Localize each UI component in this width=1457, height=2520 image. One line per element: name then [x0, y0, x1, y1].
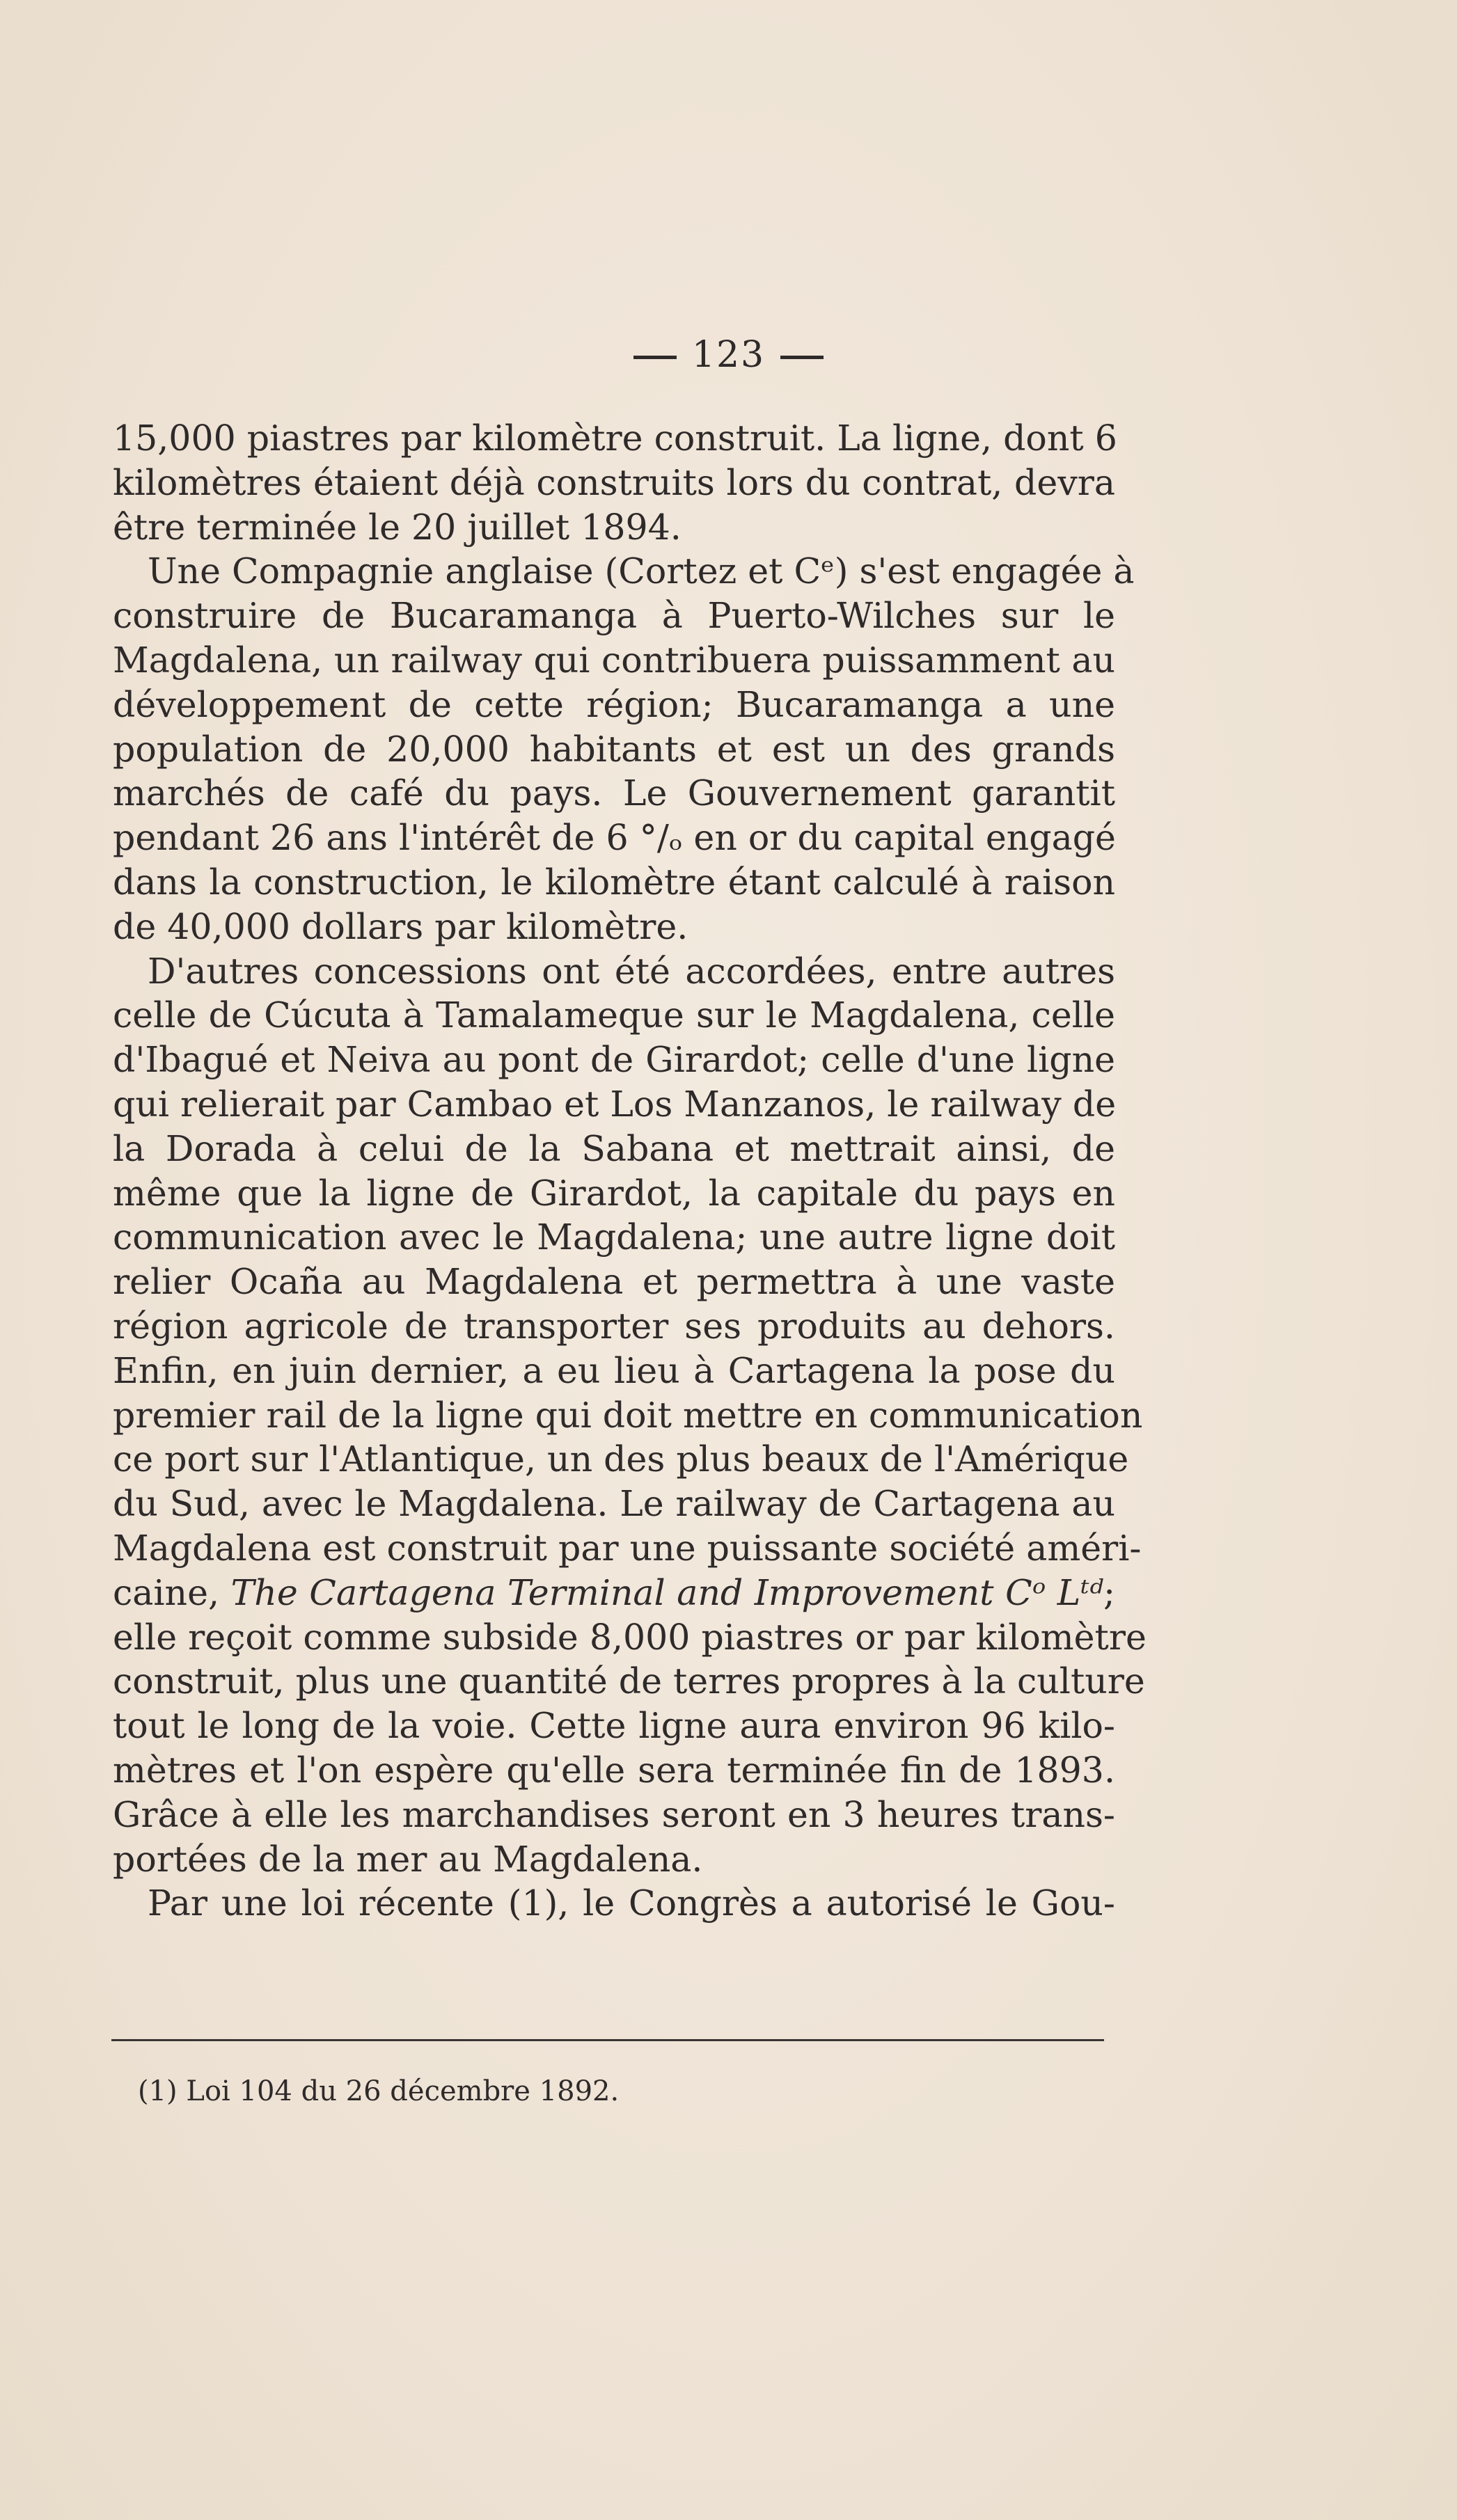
- page-number-value: 123: [691, 334, 766, 376]
- text-line: Enfin, en juin dernier, a eu lieu à Cartagena la pose du: [113, 1349, 1115, 1391]
- text-line: kilomètres étaient déjà construits lors du contrat, devra: [113, 461, 1115, 503]
- body-text: [113, 416, 1147, 1926]
- text-line: qui relierait par Cambao et Los Manzanos, le railway de: [113, 1083, 1117, 1125]
- text-line: pendant 26 ans l'intérêt de 6 °/ₒ en or du capital engagé: [113, 817, 1116, 859]
- text-line: premier rail de la ligne qui doit mettre en communication: [113, 1394, 1143, 1436]
- text-line: même que la ligne de Girardot, la capitale du pays en: [113, 1172, 1115, 1214]
- text-line: relier Ocaña au Magdalena et permettra à une vaste: [113, 1261, 1115, 1303]
- footnote: (1) Loi 104 du 26 décembre 1892.: [138, 2075, 620, 2107]
- page-number: [0, 334, 1457, 376]
- text-line: 15,000 piastres par kilomètre construit. La ligne, dont 6: [113, 418, 1117, 459]
- text-line: [113, 1571, 1115, 1615]
- text-line: ce port sur l'Atlantique, un des plus beaux de l'Amérique: [113, 1439, 1129, 1480]
- text-line: développement de cette région; Bucaramanga a une: [113, 683, 1115, 725]
- text-line: mètres et l'on espère qu'elle sera terminée fin de 1893.: [113, 1749, 1115, 1791]
- text-line: Par une loi récente (1), le Congrès a autorisé le Gou-: [148, 1883, 1115, 1924]
- text-line: dans la construction, le kilomètre étant calculé à raison: [113, 861, 1115, 903]
- page-number-dash-left: [633, 356, 677, 359]
- text-line: communication avec le Magdalena; une autre ligne doit: [113, 1217, 1115, 1258]
- text-line: construire de Bucaramanga à Puerto-Wilches sur le: [113, 595, 1115, 637]
- text-line: d'Ibagué et Neiva au pont de Girardot; celle d'une ligne: [113, 1039, 1115, 1081]
- text-line: portées de la mer au Magdalena.: [113, 1838, 703, 1880]
- text-line: être terminée le 20 juillet 1894.: [113, 506, 682, 548]
- text-line: construit, plus une quantité de terres propres à la culture: [113, 1661, 1145, 1702]
- text-line: population de 20,000 habitants et est un des grands: [113, 728, 1115, 770]
- footnote-divider: [111, 2039, 1104, 2041]
- text-line: elle reçoit comme subside 8,000 piastres or par kilomètre: [113, 1616, 1147, 1658]
- page-number-dash-right: [780, 356, 824, 359]
- text-line: région agricole de transporter ses produits au dehors.: [113, 1305, 1115, 1347]
- text-line: marchés de café du pays. Le Gouvernement garantit: [113, 772, 1115, 814]
- text-line: D'autres concessions ont été accordées, entre autres: [148, 950, 1115, 992]
- text-line: du Sud, avec le Magdalena. Le railway de Cartagena au: [113, 1483, 1115, 1525]
- text-line: Grâce à elle les marchandises seront en 3 heures trans-: [113, 1793, 1115, 1835]
- text-line: de 40,000 dollars par kilomètre.: [113, 905, 688, 947]
- text-line: Magdalena est construit par une puissante société améri-: [113, 1527, 1142, 1569]
- company-name-italic: The Cartagena Terminal and Improvement Cᵒ Lᵗᵈ: [230, 1571, 1103, 1613]
- text-segment: caine,: [113, 1571, 231, 1613]
- text-line: Magdalena, un railway qui contribuera puissamment au: [113, 639, 1115, 681]
- text-line: celle de Cúcuta à Tamalameque sur le Magdalena, celle: [113, 994, 1115, 1036]
- text-segment: ;: [1103, 1571, 1115, 1613]
- text-line: tout le long de la voie. Cette ligne aura environ 96 kilo-: [113, 1705, 1115, 1747]
- text-line: Une Compagnie anglaise (Cortez et Cᵉ) s'est engagée à: [148, 550, 1135, 592]
- text-line: la Dorada à celui de la Sabana et mettrait ainsi, de: [113, 1127, 1115, 1169]
